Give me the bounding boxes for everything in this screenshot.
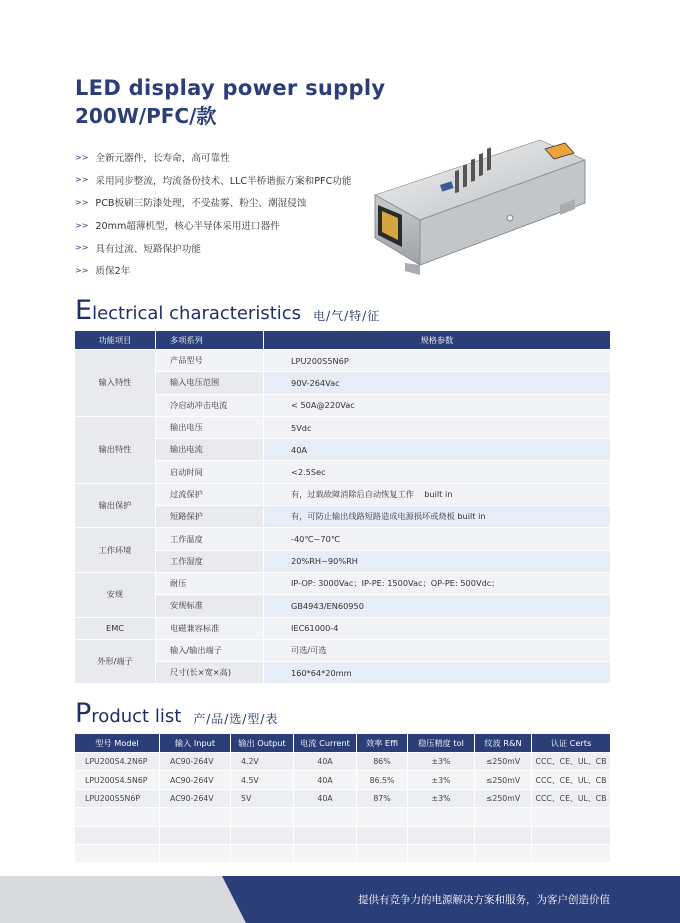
power-supply-image	[360, 135, 590, 285]
spec-value: LPU200S5N6P	[264, 350, 610, 371]
empty-cell	[231, 845, 293, 862]
page-subtitle: 200W/PFC/款	[75, 104, 217, 128]
cell-current: 40A	[294, 771, 356, 788]
spec-value: IEC61000-4	[264, 618, 610, 639]
column-header: 效率 Effi	[357, 734, 407, 752]
spec-item: 安规标准	[156, 595, 263, 616]
cell-ripple: ≤250mV	[475, 771, 531, 788]
group-label: 工作环境	[75, 528, 155, 572]
empty-cell	[160, 827, 230, 844]
cell-efficiency: 87%	[357, 790, 407, 807]
spec-item: 过流保护	[156, 484, 263, 505]
empty-cell	[408, 845, 474, 862]
column-header: 电流 Current	[294, 734, 356, 752]
spec-item: 耐压	[156, 573, 263, 594]
column-header: 规格参数	[264, 331, 610, 349]
cell-input: AC90-264V	[160, 753, 230, 770]
column-header: 型号 Model	[75, 734, 159, 752]
table-row	[75, 595, 610, 616]
spec-item: 输出电流	[156, 439, 263, 460]
spec-item: 电磁兼容标准	[156, 618, 263, 639]
table-row	[75, 528, 610, 549]
empty-cell	[294, 808, 356, 825]
table-row	[75, 439, 610, 460]
column-header: 输入 Input	[160, 734, 230, 752]
empty-cell	[231, 827, 293, 844]
spec-value: < 50A@220Vac	[264, 395, 610, 416]
cell-output: 4.2V	[231, 753, 293, 770]
table-row	[75, 790, 610, 807]
electrical-heading	[75, 296, 380, 326]
feature-item	[75, 236, 375, 259]
empty-cell	[475, 827, 531, 844]
cell-current: 40A	[294, 790, 356, 807]
feature-marker: >>	[75, 152, 89, 162]
empty-cell	[160, 808, 230, 825]
table-row	[75, 395, 610, 416]
cell-certs: CCC、CE、UL、CB	[532, 790, 610, 807]
feature-list	[75, 146, 375, 282]
spec-item: 产品型号	[156, 350, 263, 371]
group-label: 输入特性	[75, 350, 155, 416]
feature-item	[75, 214, 375, 237]
empty-cell	[75, 845, 159, 862]
cell-model: LPU200S4.5N6P	[75, 771, 159, 788]
feature-item	[75, 146, 375, 169]
feature-marker: >>	[75, 175, 89, 185]
table-row	[75, 372, 610, 393]
empty-cell	[75, 808, 159, 825]
column-header: 稳压精度 tol	[408, 734, 474, 752]
cell-tolerance: ±3%	[408, 790, 474, 807]
empty-cell	[475, 808, 531, 825]
cell-ripple: ≤250mV	[475, 753, 531, 770]
spec-value: IP-OP: 3000Vac；IP-PE: 1500Vac；OP-PE: 500Vdc；	[264, 573, 610, 594]
table-row	[75, 640, 610, 661]
product-heading-initial: P	[75, 698, 92, 729]
column-header: 输出 Output	[231, 734, 293, 752]
table-row	[75, 350, 610, 371]
feature-text: 质保2年	[95, 266, 131, 278]
feature-text: 全新元器件，长寿命，高可靠性	[95, 153, 230, 165]
spec-value: -40℃~70℃	[264, 528, 610, 549]
feature-text: PCB板刷三防漆处理，不受盐雾、粉尘、潮湿侵蚀	[95, 198, 307, 210]
table-header-row	[75, 331, 610, 349]
spec-value: 有，过载故障消除后自动恢复工作 built in	[264, 484, 610, 505]
product-heading-rest: roduct list	[91, 706, 182, 727]
feature-marker: >>	[75, 220, 89, 230]
empty-cell	[532, 845, 610, 862]
cell-certs: CCC、CE、UL、CB	[532, 753, 610, 770]
table-row	[75, 845, 610, 862]
table-row	[75, 753, 610, 770]
empty-cell	[160, 845, 230, 862]
spec-value: 20%RH~90%RH	[264, 551, 610, 572]
column-header: 纹波 R&N	[475, 734, 531, 752]
product-list-table	[74, 733, 611, 863]
spec-value: 40A	[264, 439, 610, 460]
column-header: 认证 Certs	[532, 734, 610, 752]
table-row	[75, 484, 610, 505]
spec-item: 冷启动冲击电流	[156, 395, 263, 416]
group-label: 输出保护	[75, 484, 155, 528]
empty-cell	[532, 808, 610, 825]
cell-model: LPU200S5N6P	[75, 790, 159, 807]
spec-value: 160*64*20mm	[264, 662, 610, 683]
feature-marker: >>	[75, 265, 89, 275]
spec-item: 尺寸(长×宽×高)	[156, 662, 263, 683]
cell-efficiency: 86%	[357, 753, 407, 770]
page-title: LED display power supply	[75, 76, 386, 100]
column-header: 多项系列	[156, 331, 263, 349]
empty-cell	[408, 808, 474, 825]
empty-cell	[357, 827, 407, 844]
empty-cell	[532, 827, 610, 844]
feature-item	[75, 169, 375, 192]
table-row	[75, 808, 610, 825]
cell-certs: CCC、CE、UL、CB	[532, 771, 610, 788]
spec-item: 输出电压	[156, 417, 263, 438]
spec-item: 输入/输出端子	[156, 640, 263, 661]
electrical-spec-table	[74, 330, 611, 684]
spec-item: 启动时间	[156, 461, 263, 482]
table-row	[75, 618, 610, 639]
empty-cell	[357, 845, 407, 862]
spec-item: 工作湿度	[156, 551, 263, 572]
cell-tolerance: ±3%	[408, 753, 474, 770]
spec-value: 5Vdc	[264, 417, 610, 438]
footer-slogan: 提供有竞争力的电源解决方案和服务，为客户创造价值	[358, 894, 610, 906]
electrical-heading-cn: 电/气/特/征	[313, 309, 381, 323]
spec-value: 可选/可选	[264, 640, 610, 661]
feature-item	[75, 259, 375, 282]
empty-cell	[294, 845, 356, 862]
table-row	[75, 827, 610, 844]
cell-ripple: ≤250mV	[475, 790, 531, 807]
electrical-heading-rest: lectrical characteristics	[92, 303, 302, 324]
table-row	[75, 551, 610, 572]
feature-text: 采用同步整流，均流备份技术、LLC半桥谐振方案和PFC功能	[95, 175, 352, 187]
spec-value: 90V-264Vac	[264, 372, 610, 393]
cell-output: 5V	[231, 790, 293, 807]
spec-value: 有，可防止输出线路短路造成电源损坏或烧板 built in	[264, 506, 610, 527]
empty-cell	[357, 808, 407, 825]
group-label: 输出特性	[75, 417, 155, 483]
column-header: 功能项目	[75, 331, 155, 349]
feature-item	[75, 191, 375, 214]
spec-value: <2.5Sec	[264, 461, 610, 482]
cell-model: LPU200S4.2N6P	[75, 753, 159, 770]
empty-cell	[75, 827, 159, 844]
feature-marker: >>	[75, 243, 89, 253]
group-label: EMC	[75, 618, 155, 639]
cell-input: AC90-264V	[160, 771, 230, 788]
spec-item: 工作温度	[156, 528, 263, 549]
spec-value: GB4943/EN60950	[264, 595, 610, 616]
empty-cell	[231, 808, 293, 825]
group-label: 安规	[75, 573, 155, 617]
feature-text: 具有过流、短路保护功能	[95, 243, 201, 255]
spec-item: 短路保护	[156, 506, 263, 527]
product-list-heading	[75, 699, 278, 729]
cell-input: AC90-264V	[160, 790, 230, 807]
electrical-heading-initial: E	[75, 295, 93, 326]
table-header-row	[75, 734, 610, 752]
table-row	[75, 461, 610, 482]
spec-item: 输入电压范围	[156, 372, 263, 393]
empty-cell	[294, 827, 356, 844]
product-heading-cn: 产/品/选/型/表	[193, 712, 279, 726]
empty-cell	[475, 845, 531, 862]
cell-tolerance: ±3%	[408, 771, 474, 788]
table-row	[75, 662, 610, 683]
table-row	[75, 417, 610, 438]
table-row	[75, 506, 610, 527]
cell-output: 4.5V	[231, 771, 293, 788]
table-row	[75, 771, 610, 788]
feature-text: 20mm超薄机型，核心半导体采用进口器件	[95, 221, 280, 233]
empty-cell	[408, 827, 474, 844]
cell-efficiency: 86.5%	[357, 771, 407, 788]
group-label: 外形/端子	[75, 640, 155, 684]
table-row	[75, 573, 610, 594]
cell-current: 40A	[294, 753, 356, 770]
feature-marker: >>	[75, 197, 89, 207]
